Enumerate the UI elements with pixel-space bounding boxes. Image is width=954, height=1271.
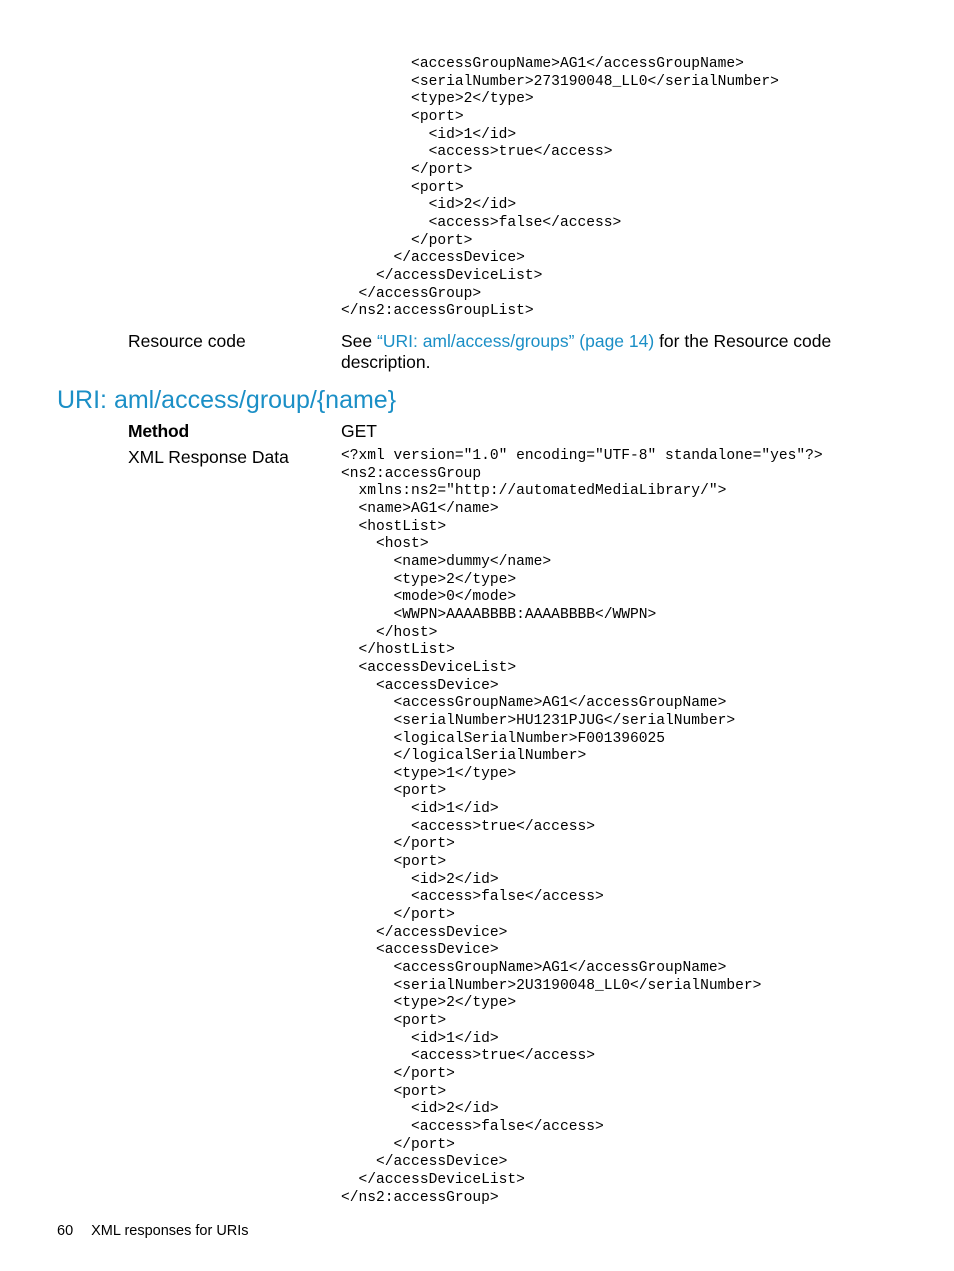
code-line: </port> bbox=[341, 836, 455, 853]
code-line: <port> bbox=[341, 783, 447, 800]
code-line: <host> bbox=[341, 536, 429, 553]
code-line: </port> bbox=[341, 1136, 455, 1153]
code-line: <type>1</type> bbox=[341, 765, 517, 782]
code-line: </accessDeviceList> bbox=[341, 267, 543, 284]
section-heading: URI: aml/access/group/{name} bbox=[57, 386, 397, 414]
code-line: <accessDevice> bbox=[341, 942, 499, 959]
code-line: <access>false</access> bbox=[341, 1118, 604, 1135]
code-line: <serialNumber>2U3190048_LL0</serialNumber> bbox=[341, 977, 762, 994]
code-line: <mode>0</mode> bbox=[341, 589, 517, 606]
code-line: <serialNumber>HU1231PJUG</serialNumber> bbox=[341, 712, 736, 729]
footer-title: XML responses for URIs bbox=[91, 1223, 249, 1239]
code-line: <id>1</id> bbox=[341, 1030, 499, 1047]
code-line: <name>AG1</name> bbox=[341, 500, 499, 517]
code-line: </port> bbox=[341, 161, 473, 178]
code-line: </logicalSerialNumber> bbox=[341, 748, 587, 765]
code-line: </hostList> bbox=[341, 642, 455, 659]
xml-response-label: XML Response Data bbox=[128, 447, 289, 467]
code-line: </accessGroup> bbox=[341, 285, 482, 302]
code-line: </ns2:accessGroupList> bbox=[341, 303, 534, 320]
code-line: </accessDevice> bbox=[341, 924, 508, 941]
resource-code-label: Resource code bbox=[128, 331, 246, 351]
xml-listing-continued bbox=[341, 56, 779, 321]
code-line: <access>true</access> bbox=[341, 144, 613, 161]
code-line: <id>2</id> bbox=[341, 197, 517, 214]
code-line: <port> bbox=[341, 854, 447, 871]
code-line: <id>2</id> bbox=[341, 871, 499, 888]
code-line: <id>2</id> bbox=[341, 1101, 499, 1118]
code-line: <name>dummy</name> bbox=[341, 553, 552, 570]
code-line: <accessGroupName>AG1</accessGroupName> bbox=[341, 695, 727, 712]
code-line: <access>true</access> bbox=[341, 818, 595, 835]
code-line: <port> bbox=[341, 179, 464, 196]
code-line: <accessGroupName>AG1</accessGroupName> bbox=[341, 56, 744, 72]
code-line: <accessDevice> bbox=[341, 677, 499, 694]
code-line: <port> bbox=[341, 1013, 447, 1029]
code-line: <logicalSerialNumber>F001396025 bbox=[341, 730, 666, 747]
code-line: <access>true</access> bbox=[341, 1048, 595, 1065]
code-line: </port> bbox=[341, 907, 455, 924]
code-line: <port> bbox=[341, 108, 464, 125]
code-line: </port> bbox=[341, 1065, 455, 1082]
code-line: <serialNumber>273190048_LL0</serialNumber> bbox=[341, 73, 779, 90]
code-line: <port> bbox=[341, 1083, 447, 1100]
code-line: </port> bbox=[341, 232, 473, 249]
code-line: <access>false</access> bbox=[341, 889, 604, 906]
code-line: </accessDevice> bbox=[341, 250, 525, 267]
code-line: <type>2</type> bbox=[341, 91, 534, 108]
resource-code-prefix: See bbox=[341, 331, 377, 351]
code-line: <id>1</id> bbox=[341, 126, 517, 143]
code-line: </host> bbox=[341, 624, 438, 641]
resource-code-suffix: for the Resource code description. bbox=[341, 331, 832, 372]
method-label: Method bbox=[128, 421, 190, 441]
page-footer bbox=[57, 1222, 249, 1240]
code-line: </accessDevice> bbox=[341, 1154, 508, 1171]
code-line: <WWPN>AAAABBBB:AAAABBBB</WWPN> bbox=[341, 606, 657, 623]
page-number: 60 bbox=[57, 1223, 74, 1239]
resource-code-link[interactable]: “URI: aml/access/groups” (page 14) bbox=[377, 331, 655, 351]
code-line: <access>false</access> bbox=[341, 214, 622, 231]
xml-response-listing bbox=[341, 448, 823, 1207]
code-line: <ns2:accessGroup bbox=[341, 465, 482, 482]
resource-code-description bbox=[341, 331, 841, 373]
code-line: <accessGroupName>AG1</accessGroupName> bbox=[341, 960, 727, 977]
code-line: <id>1</id> bbox=[341, 801, 499, 818]
code-line: </ns2:accessGroup> bbox=[341, 1189, 499, 1206]
code-line: </accessDeviceList> bbox=[341, 1171, 525, 1188]
code-line: <accessDeviceList> bbox=[341, 659, 517, 676]
code-line: <hostList> bbox=[341, 518, 447, 535]
code-line: <type>2</type> bbox=[341, 571, 517, 588]
code-line: <type>2</type> bbox=[341, 995, 517, 1012]
code-line: xmlns:ns2="http://automatedMediaLibrary/"> bbox=[341, 483, 727, 500]
code-line: <?xml version="1.0" encoding="UTF-8" standalone="yes"?> bbox=[341, 448, 823, 464]
method-value: GET bbox=[341, 421, 377, 441]
